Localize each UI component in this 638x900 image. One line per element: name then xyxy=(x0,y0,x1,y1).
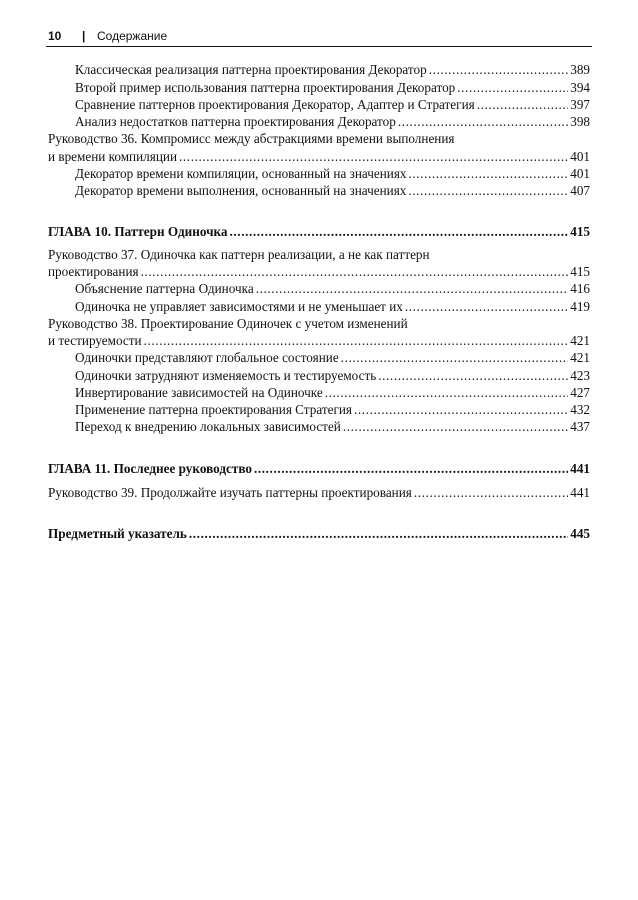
toc-entry-title: Классическая реализация паттерна проектирования Декоратор xyxy=(75,62,427,77)
toc-entry-page: 415 xyxy=(570,224,590,239)
toc-entry[interactable] xyxy=(75,280,590,298)
toc-entry-title: Одиночки затрудняют изменяемость и тестируемость xyxy=(75,368,377,383)
toc-entry[interactable] xyxy=(48,263,590,281)
toc-entry-page: 397 xyxy=(570,97,590,112)
section-title: Содержание xyxy=(97,29,168,43)
dot-leader xyxy=(230,223,569,241)
toc-entry-page: 423 xyxy=(570,368,590,383)
toc-entry[interactable] xyxy=(75,349,590,367)
toc-entry[interactable] xyxy=(75,298,590,316)
dot-leader xyxy=(405,298,568,316)
dot-leader xyxy=(378,367,568,385)
dot-leader xyxy=(254,460,568,478)
toc-entry[interactable] xyxy=(48,315,590,333)
toc-entry-title: Инвертирование зависимостей на Одиночке xyxy=(75,385,323,400)
toc-entry-page: 415 xyxy=(570,264,590,279)
dot-leader xyxy=(429,61,569,79)
dot-leader xyxy=(343,418,568,436)
dot-leader xyxy=(398,113,568,131)
toc-entry-title: Предметный указатель xyxy=(48,526,187,541)
page-number: 10 xyxy=(48,29,62,43)
toc-chapter[interactable] xyxy=(48,460,590,478)
dot-leader xyxy=(414,484,568,502)
dot-leader xyxy=(256,280,569,298)
dot-leader xyxy=(144,332,569,350)
toc-entry-title: и тестируемости xyxy=(48,333,142,348)
toc-entry-title: Применение паттерна проектирования Стратегия xyxy=(75,402,352,417)
toc-entry-title: и времени компиляции xyxy=(48,149,177,164)
dot-leader xyxy=(325,384,568,402)
toc-chapter[interactable] xyxy=(48,525,590,543)
toc-entry-page: 432 xyxy=(570,402,590,417)
toc-entry-page: 407 xyxy=(570,183,590,198)
toc-entry-title: ГЛАВА 10. Паттерн Одиночка xyxy=(48,224,228,239)
toc-entry-page: 401 xyxy=(570,149,590,164)
toc-entry[interactable] xyxy=(48,130,590,148)
toc-entry-title: Декоратор времени выполнения, основанный на значениях xyxy=(75,183,407,198)
toc-entry-page: 437 xyxy=(570,419,590,434)
toc-entry[interactable] xyxy=(48,246,590,264)
toc-entry[interactable] xyxy=(75,79,590,97)
toc-entry[interactable] xyxy=(75,384,590,402)
toc-entry-page: 421 xyxy=(570,350,590,365)
toc-entry-title: Анализ недостатков паттерна проектирования Декоратор xyxy=(75,114,396,129)
toc-entry-page: 401 xyxy=(570,166,590,181)
toc-entry-title: Объяснение паттерна Одиночка xyxy=(75,281,254,296)
toc-entry-title: Сравнение паттернов проектирования Декоратор, Адаптер и Стратегия xyxy=(75,97,475,112)
toc-entry-title: проектирования xyxy=(48,264,139,279)
toc-entry-title: Переход к внедрению локальных зависимостей xyxy=(75,419,341,434)
toc-entry-page: 441 xyxy=(570,461,590,476)
toc-entry-title: Декоратор времени компиляции, основанный на значениях xyxy=(75,166,407,181)
dot-leader xyxy=(179,148,568,166)
dot-leader xyxy=(477,96,569,114)
dot-leader xyxy=(341,349,569,367)
toc-entry-page: 421 xyxy=(570,333,590,348)
toc-entry-title: Одиночка не управляет зависимостями и не уменьшает их xyxy=(75,299,403,314)
toc-entry[interactable] xyxy=(75,61,590,79)
toc-entry[interactable] xyxy=(75,367,590,385)
toc-entry-page: 419 xyxy=(570,299,590,314)
toc-entry-page: 398 xyxy=(570,114,590,129)
running-header xyxy=(46,29,592,47)
toc-entry-title: ГЛАВА 11. Последнее руководство xyxy=(48,461,252,476)
toc-chapter[interactable] xyxy=(48,223,590,241)
toc-entry-page: 441 xyxy=(570,485,590,500)
dot-leader xyxy=(408,182,568,200)
dot-leader xyxy=(354,401,568,419)
toc-entry-title: Руководство 39. Продолжайте изучать паттерны проектирования xyxy=(48,485,412,500)
toc-entry[interactable] xyxy=(75,113,590,131)
dot-leader xyxy=(457,79,568,97)
toc-entry[interactable] xyxy=(48,332,590,350)
toc-entry-title: Руководство 36. Компромисс между абстракциями времени выполнения xyxy=(48,131,455,146)
toc-entry-page: 427 xyxy=(570,385,590,400)
toc-entry-page: 445 xyxy=(570,526,590,541)
toc-entry-page: 389 xyxy=(570,62,590,77)
dot-leader xyxy=(189,525,568,543)
toc-entry[interactable] xyxy=(75,401,590,419)
toc-entry-page: 416 xyxy=(570,281,590,296)
toc-entry[interactable] xyxy=(75,182,590,200)
toc-entry[interactable] xyxy=(48,148,590,166)
toc-entry-title: Второй пример использования паттерна проектирования Декоратор xyxy=(75,80,456,95)
toc-entry[interactable] xyxy=(48,484,590,502)
toc-entry[interactable] xyxy=(75,418,590,436)
toc-entry-title: Руководство 37. Одиночка как паттерн реализации, а не как паттерн xyxy=(48,247,430,262)
header-separator: | xyxy=(82,29,86,43)
toc-entry-page: 394 xyxy=(570,80,590,95)
toc-entry-title: Одиночки представляют глобальное состояние xyxy=(75,350,339,365)
toc-entry[interactable] xyxy=(75,96,590,114)
toc-entry[interactable] xyxy=(75,165,590,183)
toc-entry-title: Руководство 38. Проектирование Одиночек с учетом изменений xyxy=(48,316,408,331)
dot-leader xyxy=(408,165,568,183)
dot-leader xyxy=(141,263,569,281)
